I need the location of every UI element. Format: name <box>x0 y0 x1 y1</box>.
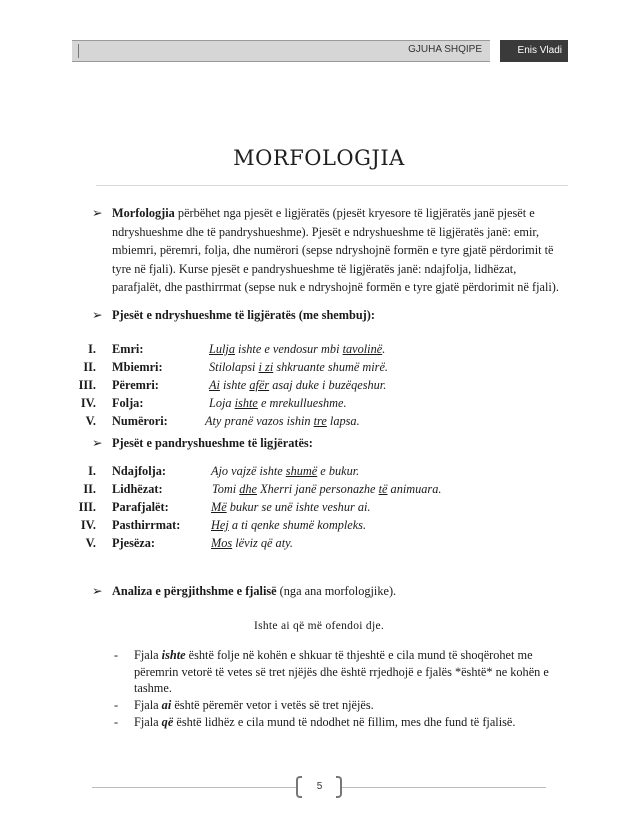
row-term: Ndajfolja: <box>112 464 166 478</box>
row-number: V. <box>85 414 96 428</box>
invariable-part-row <box>0 498 638 516</box>
variable-part-row <box>0 376 638 394</box>
variable-part-row <box>0 394 638 412</box>
analysis-sentence: Ishte ai që më ofendoi dje. <box>253 620 385 632</box>
row-number: II. <box>83 482 96 496</box>
row-number: V. <box>85 536 96 550</box>
header-author: Enis Vladi <box>500 40 568 62</box>
analysis-heading-suffix: (nga ana morfologjike). <box>276 584 397 598</box>
analysis-item: - Fjala që është lidhëz e cila mund të ndodhet në fillim, mes dhe fund të fjalisë. <box>114 715 516 729</box>
invariable-part-row <box>0 516 638 534</box>
row-number: I. <box>88 464 96 478</box>
intro-term: Morfologjia <box>112 206 175 220</box>
row-example: Loja ishte e mrekullueshme. <box>209 396 347 410</box>
invariable-part-row <box>0 462 638 480</box>
invariable-part-row <box>0 534 638 552</box>
page-header <box>72 40 568 62</box>
row-term: Pasthirrmat: <box>112 518 181 532</box>
row-example: Më bukur se unë ishte veshur ai. <box>211 500 371 514</box>
variable-part-row <box>0 358 638 376</box>
invariable-part-row <box>0 480 638 498</box>
section1-heading: Pjesët e ndryshueshme të ligjëratës (me shembuj): <box>112 308 375 322</box>
analysis-item: - Fjala ai është përemër vetor i vetës së tret njëjës. <box>114 698 374 712</box>
intro-bullet <box>92 204 564 297</box>
row-example: Hej a ti qenke shumë kompleks. <box>211 518 367 532</box>
row-term: Emri: <box>112 342 144 356</box>
section2-bullet <box>92 434 564 453</box>
row-example: Stilolapsi i zi shkruante shumë mirë. <box>209 360 389 374</box>
row-number: III. <box>78 500 96 514</box>
intro-text: përbëhet nga pjesët e ligjëratës (pjesët kryesore të ligjëratës janë pjesët e ndryshueshme dhe të pandryshueshme). Pjesët e ndryshueshme të ligjëratës janë: emir, mbiemri, përemri, folja, dhe numërori (sepse ndryshojnë formën e tyre gjatë përdorimit të tyre në fjali). Kurse pjesët e pandryshueshme të ligjëratës janë: ndajfolja, lidhëzat, parafjalët, dhe pasthirrmat (sepse nuk e ndryshojnë formën e tyre gjatë përdorimit në fjali). <box>112 206 559 295</box>
row-number: II. <box>83 360 96 374</box>
footer-rule-left <box>92 787 296 788</box>
row-term: Lidhëzat: <box>112 482 163 496</box>
variable-part-row <box>0 412 638 430</box>
variable-part-row <box>0 340 638 358</box>
footer-rule-right <box>342 787 546 788</box>
row-term: Përemri: <box>112 378 159 392</box>
header-band <box>72 40 490 62</box>
analysis-item: - Fjala ishte është folje në kohën e shkuar të thjeshtë e cila mund të shoqërohet me përemrin vetorë të vetes së tret njëjës dhe është rrjedhojë e fjalës *është* ne kohën e tashme. <box>114 648 549 696</box>
dash-bullet: - <box>114 715 119 729</box>
arrow-bullet-icon: ➢ <box>92 436 103 450</box>
dash-bullet: - <box>114 648 119 662</box>
row-term: Numërori: <box>112 414 168 428</box>
header-subject: GJUHA SHQIPE <box>408 44 482 55</box>
row-example: Ai ishte afër asaj duke i buzëqeshur. <box>209 378 387 392</box>
row-number: IV. <box>80 396 96 410</box>
row-term: Folja: <box>112 396 144 410</box>
arrow-bullet-icon: ➢ <box>92 584 103 598</box>
section2-heading: Pjesët e pandryshueshme të ligjëratës: <box>112 436 313 450</box>
row-example: Tomi dhe Xherri janë personazhe të animuara. <box>212 482 442 496</box>
analysis-bullet <box>92 582 564 601</box>
row-term: Pjesëza: <box>112 536 156 550</box>
row-term: Mbiemri: <box>112 360 163 374</box>
analysis-heading: Analiza e përgjithshme e fjalisë <box>112 584 277 598</box>
footer-bracket-right <box>336 776 342 798</box>
row-example: Lulja ishte e vendosur mbi tavolinë. <box>209 342 386 356</box>
footer-bracket-left <box>296 776 302 798</box>
row-number: III. <box>78 378 96 392</box>
section1-bullet <box>92 306 564 325</box>
row-number: IV. <box>80 518 96 532</box>
row-example: Aty pranë vazos ishin tre lapsa. <box>205 414 360 428</box>
arrow-bullet-icon: ➢ <box>92 308 103 322</box>
dash-bullet: - <box>114 698 119 712</box>
row-term: Parafjalët: <box>112 500 169 514</box>
page-title: MORFOLOGJIA <box>233 146 405 170</box>
row-example: Mos lëviz që aty. <box>211 536 293 550</box>
row-number: I. <box>88 342 96 356</box>
row-example: Ajo vajzë ishte shumë e bukur. <box>211 464 360 478</box>
arrow-bullet-icon: ➢ <box>92 206 103 220</box>
header-tick <box>78 44 79 58</box>
page-number: 5 <box>316 781 323 792</box>
title-rule <box>96 185 568 186</box>
